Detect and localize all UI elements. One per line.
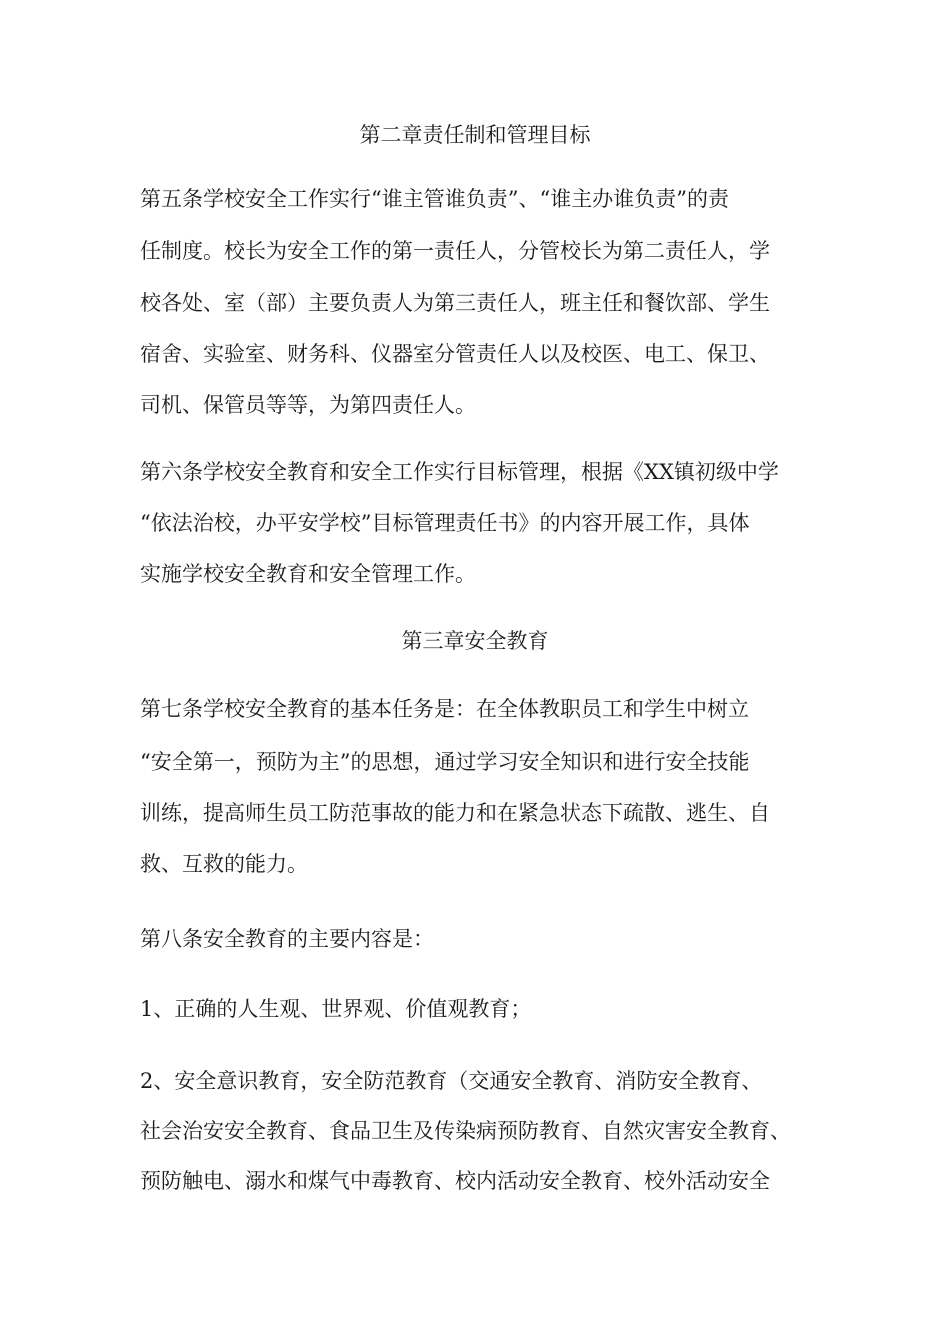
list-item-1-line-1: 1、正确的人生观、世界观、价值观教育；	[140, 997, 532, 1021]
article-5-line-2: 任制度。校长为安全工作的第一责任人，分管校长为第二责任人，学	[140, 239, 770, 263]
article-5-line-3: 校各处、室（部）主要负责人为第三责任人，班主任和餐饮部、学生	[140, 291, 770, 315]
article-6-line-1: 第六条学校安全教育和安全工作实行目标管理，根据《XX镇初级中学	[140, 460, 779, 484]
list-item-2-line-1: 2、安全意识教育，安全防范教育（交通安全教育、消防安全教育、	[140, 1069, 763, 1093]
article-7-line-1: 第七条学校安全教育的基本任务是：在全体教职员工和学生中树立	[140, 697, 749, 721]
chapter-3-heading: 第三章安全教育	[401, 629, 549, 653]
article-6-line-2: “依法治校，办平安学校”目标管理责任书》的内容开展工作，具体	[140, 511, 750, 535]
article-5-line-4: 宿舍、实验室、财务科、仪器室分管责任人以及校医、电工、保卫、	[140, 342, 770, 366]
article-5-line-1: 第五条学校安全工作实行“谁主管谁负责”、“谁主办谁负责”的责	[140, 187, 729, 211]
article-5-line-5: 司机、保管员等等，为第四责任人。	[140, 393, 476, 417]
list-item-2-line-3: 预防触电、溺水和煤气中毒教育、校内活动安全教育、校外活动安全	[140, 1169, 770, 1193]
article-7-line-3: 训练，提高师生员工防范事故的能力和在紧急状态下疏散、逃生、自	[140, 801, 770, 825]
article-7-line-4: 救、互救的能力。	[140, 852, 308, 876]
article-6-line-3: 实施学校安全教育和安全管理工作。	[140, 562, 476, 586]
list-item-2-line-2: 社会治安安全教育、食品卫生及传染病预防教育、自然灾害安全教育、	[140, 1119, 791, 1143]
article-7-line-2: “安全第一，预防为主”的思想，通过学习安全知识和进行安全技能	[140, 750, 750, 774]
chapter-2-heading: 第二章责任制和管理目标	[359, 123, 591, 147]
article-8-line-1: 第八条安全教育的主要内容是：	[140, 927, 434, 951]
